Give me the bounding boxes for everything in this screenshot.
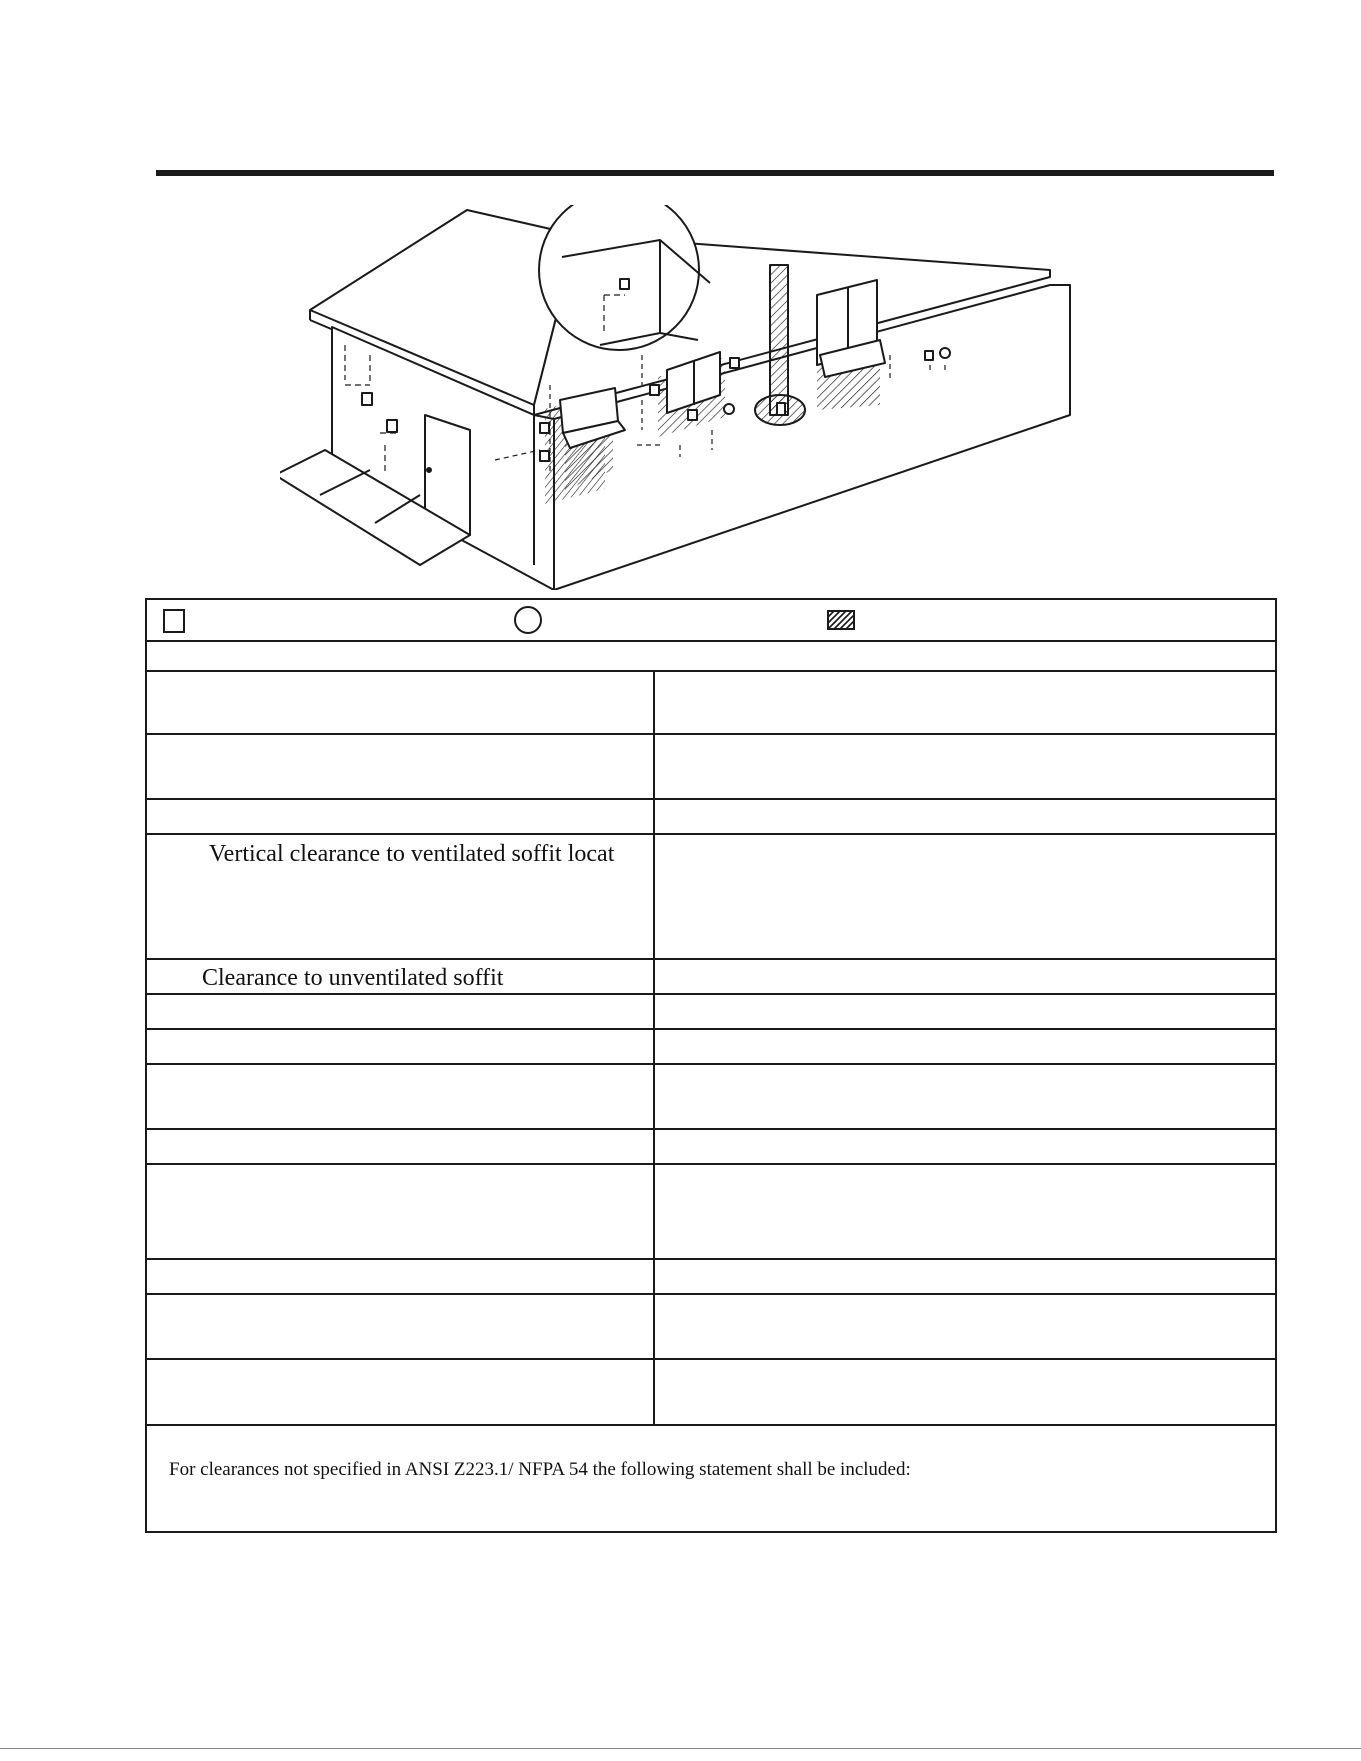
table-row <box>147 1165 1275 1260</box>
table-subheader <box>147 640 1275 672</box>
row-value-cell <box>655 735 1275 798</box>
table-row <box>147 995 1275 1030</box>
row-label-cell <box>147 1030 655 1063</box>
row-label-cell <box>147 735 655 798</box>
table-row <box>147 670 1275 735</box>
restricted-area-hatch-icon <box>827 610 855 630</box>
row-value-cell <box>655 835 1275 958</box>
house-illustration <box>280 205 1080 590</box>
table-row <box>147 960 1275 995</box>
row-value-cell <box>655 800 1275 833</box>
row-label-cell <box>147 800 655 833</box>
house-perspective-icon <box>280 205 1080 590</box>
legend-row <box>147 600 1275 642</box>
row-label-cell <box>147 1065 655 1128</box>
table-row <box>147 1295 1275 1360</box>
table-row <box>147 1065 1275 1130</box>
table-row <box>147 1030 1275 1065</box>
row-label-cell <box>147 1360 655 1424</box>
row-label: Clearance to unventilated soffit <box>202 965 504 991</box>
footnote-text: For clearances not specified in ANSI Z223.1/ NFPA 54 the following statement shall be included: <box>169 1459 911 1480</box>
row-value-cell <box>655 960 1275 993</box>
row-label: Vertical clearance to ventilated soffit locat <box>209 841 615 867</box>
page-bottom-edge <box>0 1748 1361 1749</box>
table-row <box>147 835 1275 960</box>
row-label-cell <box>147 1165 655 1258</box>
row-value-cell <box>655 1165 1275 1258</box>
vent-terminal-square-icon <box>163 609 185 633</box>
row-label-cell <box>147 1130 655 1163</box>
row-label-cell <box>147 995 655 1028</box>
row-value-cell <box>655 1295 1275 1358</box>
row-label-cell <box>147 670 655 733</box>
row-value-cell <box>655 995 1275 1028</box>
row-value-cell <box>655 1260 1275 1293</box>
row-value-cell <box>655 670 1275 733</box>
row-value-cell <box>655 1065 1275 1128</box>
row-value-cell <box>655 1360 1275 1424</box>
table-row <box>147 735 1275 800</box>
row-value-cell <box>655 1130 1275 1163</box>
table-footnote <box>147 1426 1275 1531</box>
table-row <box>147 1360 1275 1426</box>
table-row <box>147 800 1275 835</box>
table-row <box>147 1260 1275 1295</box>
row-label-cell <box>147 960 655 993</box>
row-label-cell <box>147 835 655 958</box>
row-label-cell <box>147 1295 655 1358</box>
row-label-cell <box>147 1260 655 1293</box>
header-rule <box>156 170 1274 176</box>
table-row <box>147 1130 1275 1165</box>
clearance-table <box>145 598 1277 1533</box>
row-value-cell <box>655 1030 1275 1063</box>
air-supply-inlet-circle-icon <box>514 606 542 634</box>
